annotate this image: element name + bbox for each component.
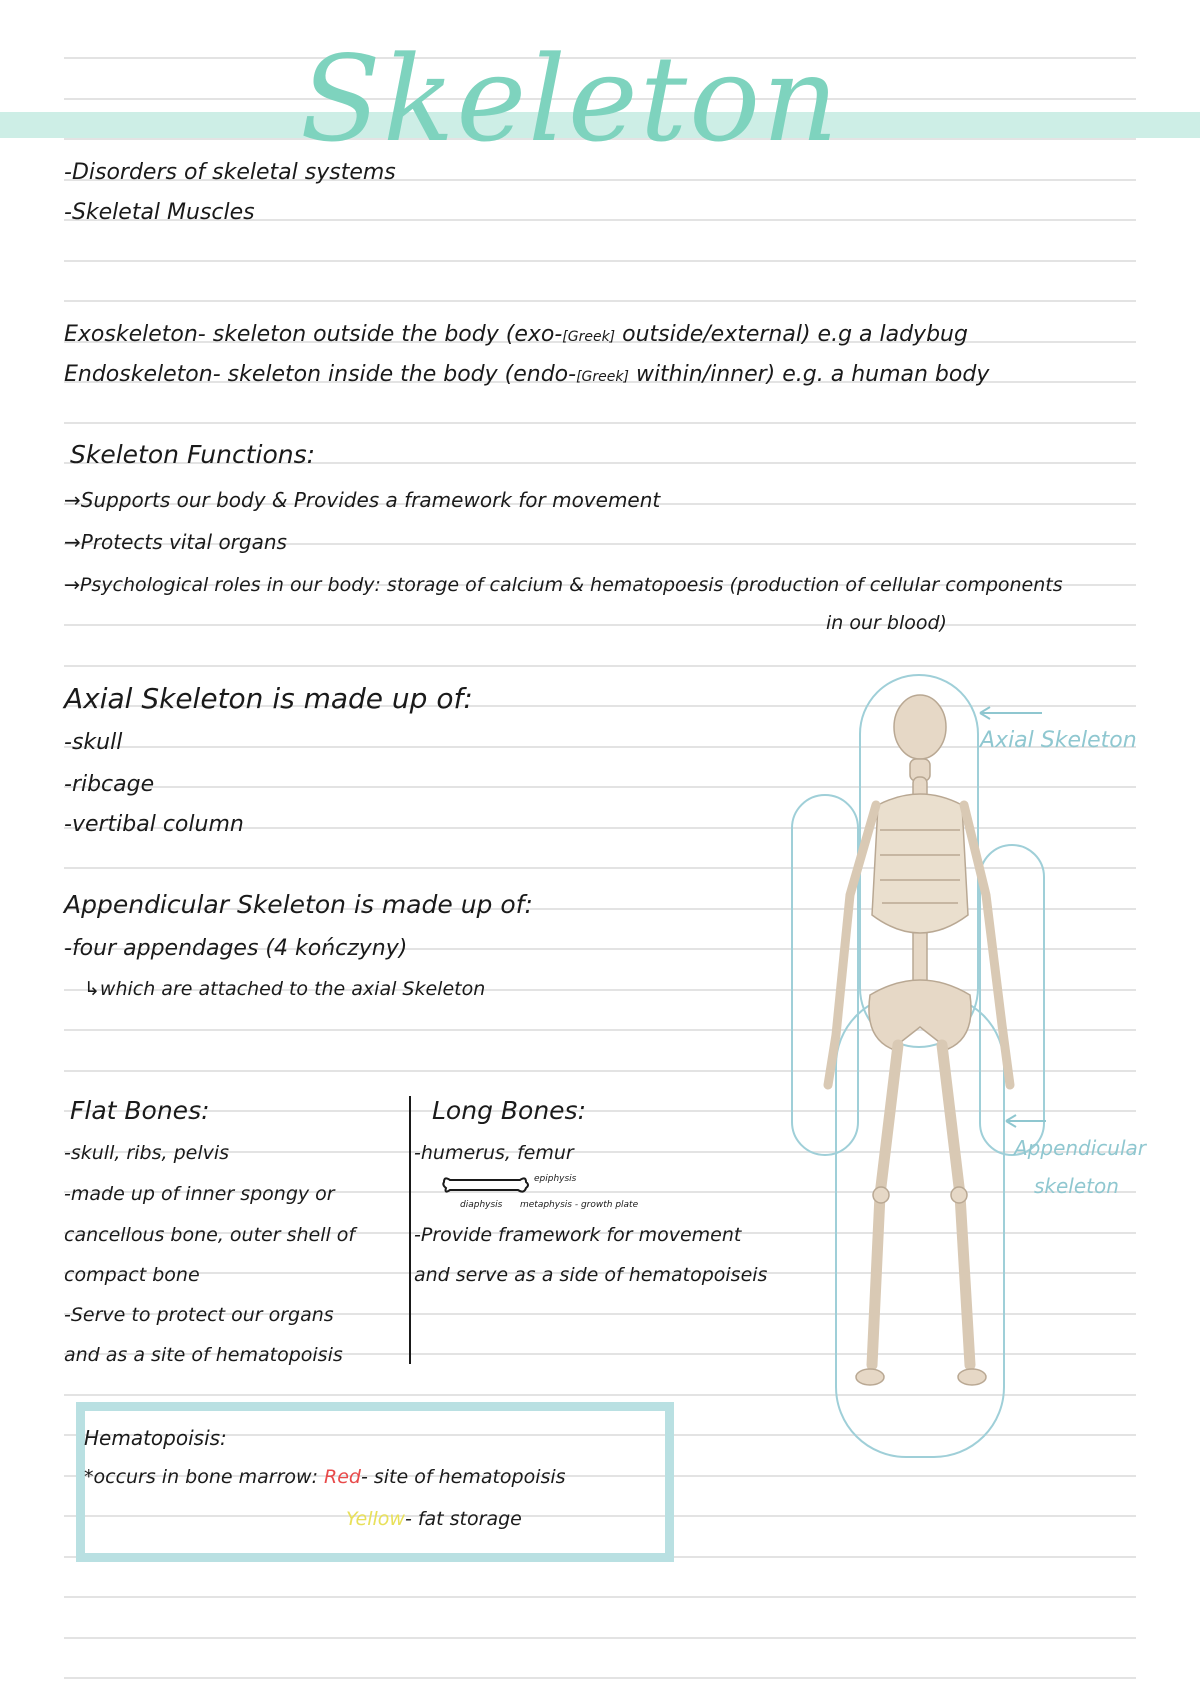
definition-exoskeleton	[64, 322, 968, 347]
appendicular-skeleton-label: skeleton	[1034, 1174, 1119, 1198]
axial-heading: Axial Skeleton is made up of:	[64, 682, 473, 715]
red-marrow-text: - site of hematopoisis	[360, 1466, 566, 1488]
flat-bones-line: cancellous bone, outer shell of	[64, 1224, 356, 1246]
definition-term: Exoskeleton	[64, 322, 198, 347]
appendicular-item: -four appendages (4 kończyny)	[64, 936, 408, 961]
flat-bones-line: -Serve to protect our organs	[64, 1304, 334, 1326]
appendicular-note: ↳which are attached to the axial Skeleton	[84, 978, 486, 1000]
long-bone-icon	[440, 1172, 530, 1198]
long-bones-line: -Provide framework for movement	[414, 1224, 742, 1246]
skeleton-figure	[780, 665, 1080, 1465]
ribcage-icon	[872, 794, 968, 933]
function-item-continuation: in our blood)	[826, 612, 947, 634]
flat-bones-line: -made up of inner spongy or	[64, 1183, 335, 1205]
function-item: →Supports our body & Provides a framework for movement	[64, 488, 661, 512]
intro-line: -Disorders of skeletal systems	[64, 160, 396, 185]
appendicular-skeleton-label: Appendicular	[1014, 1136, 1147, 1160]
long-bones-heading: Long Bones:	[432, 1096, 587, 1125]
left-arm-outline	[792, 795, 858, 1155]
column-divider	[409, 1096, 411, 1364]
hematopoisis-heading: Hematopoisis:	[84, 1426, 227, 1450]
intro-line: -Skeletal Muscles	[64, 200, 255, 225]
function-item: →Psychological roles in our body: storage of calcium & hematopoesis (production of cellular components	[64, 574, 1063, 596]
definition-term: Endoskeleton	[64, 362, 213, 387]
appendicular-heading: Appendicular Skeleton is made up of:	[64, 890, 533, 919]
skull-icon	[894, 695, 946, 759]
axial-item: -ribcage	[64, 772, 155, 797]
pelvis-icon	[869, 980, 971, 1049]
bone-label: metaphysis - growth plate	[520, 1200, 639, 1210]
red-marrow-label: Red	[324, 1466, 361, 1488]
legs-outline	[836, 995, 1004, 1457]
definition-tag: [Greek]	[576, 369, 629, 385]
definition-rest: within/inner) e.g. a human body	[628, 362, 990, 387]
axial-item: -vertibal column	[64, 812, 244, 837]
axial-arrow	[980, 707, 1042, 719]
flat-bones-line: and as a site of hematopoisis	[64, 1344, 343, 1366]
long-bones-line: and serve as a side of hematopoiseis	[414, 1264, 768, 1286]
yellow-marrow-text: - fat storage	[404, 1508, 522, 1530]
definition-tag: [Greek]	[562, 329, 616, 345]
page-title: Skeleton	[300, 30, 841, 168]
hematopoisis-prefix: *occurs in bone marrow:	[84, 1466, 318, 1488]
skeleton-bones	[828, 695, 1010, 1385]
axial-skeleton-label: Axial Skeleton	[980, 728, 1137, 753]
yellow-marrow-label: Yellow	[346, 1508, 405, 1530]
bone-label: epiphysis	[534, 1174, 577, 1184]
definition-text: - skeleton inside the body (endo-	[212, 362, 577, 387]
definition-endoskeleton	[64, 362, 989, 387]
functions-heading: Skeleton Functions:	[70, 440, 316, 469]
flat-bones-heading: Flat Bones:	[70, 1096, 210, 1125]
definition-rest: outside/external) e.g a ladybug	[615, 322, 968, 347]
function-item: →Protects vital organs	[64, 530, 287, 554]
long-bones-line: -humerus, femur	[414, 1142, 574, 1164]
axial-item: -skull	[64, 730, 123, 755]
hematopoisis-red-line	[84, 1466, 566, 1488]
hematopoisis-yellow-line	[346, 1508, 522, 1530]
appendicular-arrow	[1006, 1115, 1046, 1127]
flat-bones-line: compact bone	[64, 1264, 200, 1286]
definition-text: - skeleton outside the body (exo-	[197, 322, 563, 347]
flat-bones-line: -skull, ribs, pelvis	[64, 1142, 230, 1164]
bone-label: diaphysis	[460, 1200, 503, 1210]
